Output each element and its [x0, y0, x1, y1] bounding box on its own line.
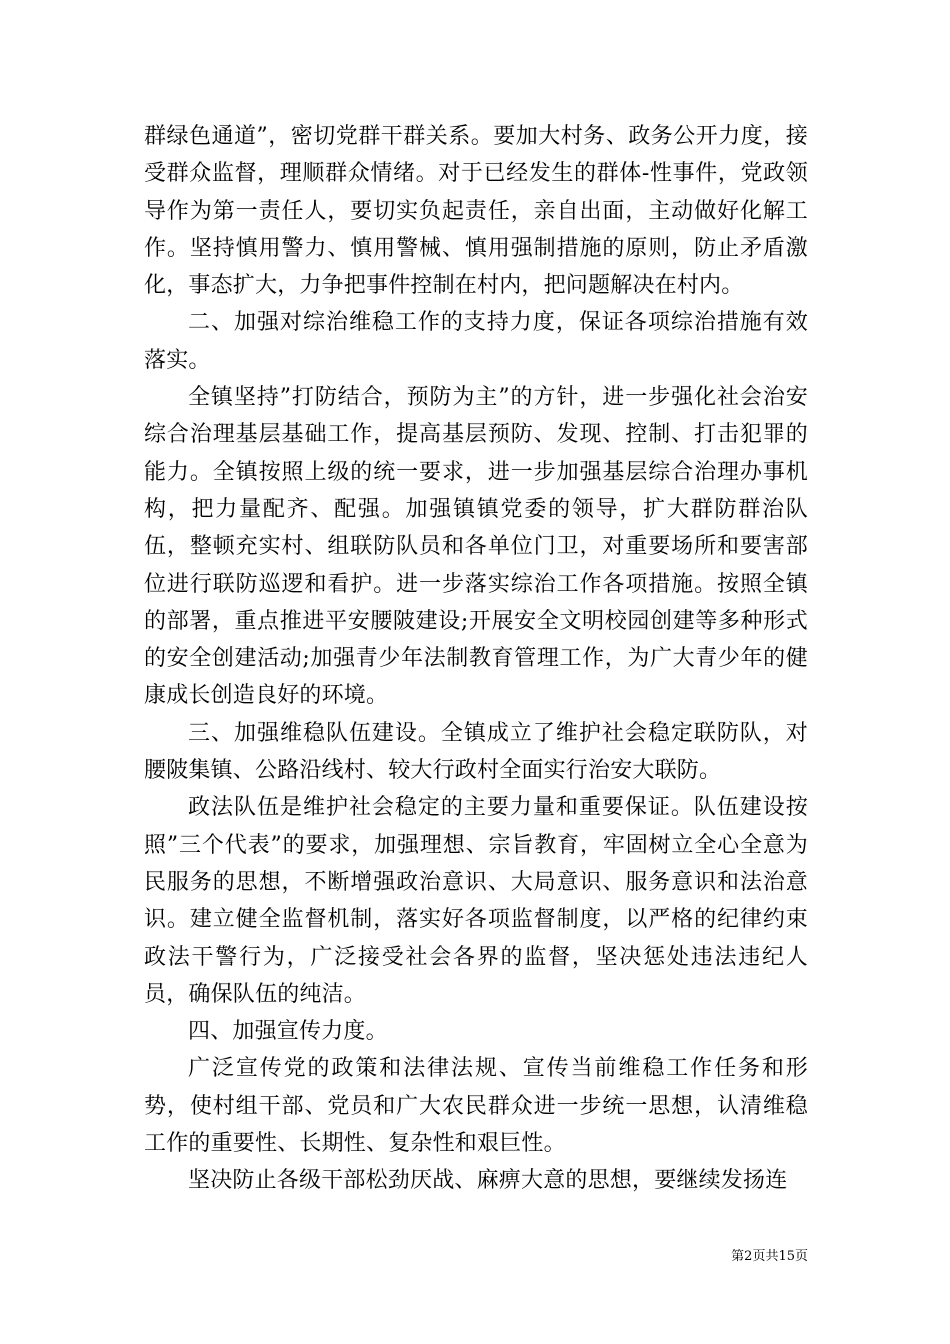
paragraph-3: 全镇坚持”打防结合，预防为主”的方针，进一步强化社会治安综合治理基层基础工作，提高基层预防、发现、控制、打击犯罪的能力。全镇按照上级的统一要求，进一步加强基层综合治理办事机构，把力量配齐、配强。加强镇镇党委的领导，扩大群防群治队伍，整顿充实村、组联防队员和各单位门卫，对重要场所和要害部位进行联防巡逻和看护。进一步落实综治工作各项措施。按照全镇的部署，重点推进平安腰陂建设;开展安全文明校园创建等多种形式的安全创建活动;加强青少年法制教育管理工作，为广大青少年的健康成长创造良好的环境。: [144, 385, 808, 709]
paragraph-5: 政法队伍是维护社会稳定的主要力量和重要保证。队伍建设按照”三个代表”的要求，加强理想、宗旨教育，牢固树立全心全意为民服务的思想，不断增强政治意识、大局意识、服务意识和法治意识。建立健全监督机制，落实好各项监督制度，以严格的纪律约束政法干警行为，广泛接受社会各界的监督，坚决惩处违法违纪人员，确保队伍的纯洁。: [144, 795, 808, 1007]
paragraph-8: 坚决防止各级干部松劲厌战、麻痹大意的思想，要继续发扬连: [188, 1168, 788, 1194]
page-number-footer: 第2页共15页: [731, 1249, 808, 1264]
paragraph-6: 四、加强宣传力度。: [188, 1019, 388, 1045]
paragraph-4: 三、加强维稳队伍建设。全镇成立了维护社会稳定联防队，对腰陂集镇、公路沿线村、较大行政村全面实行治安大联防。: [144, 720, 808, 784]
document-body: [144, 118, 808, 1200]
paragraph-7: 广泛宣传党的政策和法律法规、宣传当前维稳工作任务和形势，使村组干部、党员和广大农民群众进一步统一思想，认清维稳工作的重要性、长期性、复杂性和艰巨性。: [144, 1056, 808, 1157]
paragraph-1: 群绿色通道”，密切党群干群关系。要加大村务、政务公开力度，接受群众监督，理顺群众情绪。对于已经发生的群体-性事件，党政领导作为第一责任人，要切实负起责任，亲自出面，主动做好化解工作。坚持慎用警力、慎用警械、慎用强制措施的原则，防止矛盾激化，事态扩大，力争把事件控制在村内，把问题解决在村内。: [144, 124, 808, 299]
paragraph-2: 二、加强对综治维稳工作的支持力度，保证各项综治措施有效落实。: [144, 310, 808, 373]
